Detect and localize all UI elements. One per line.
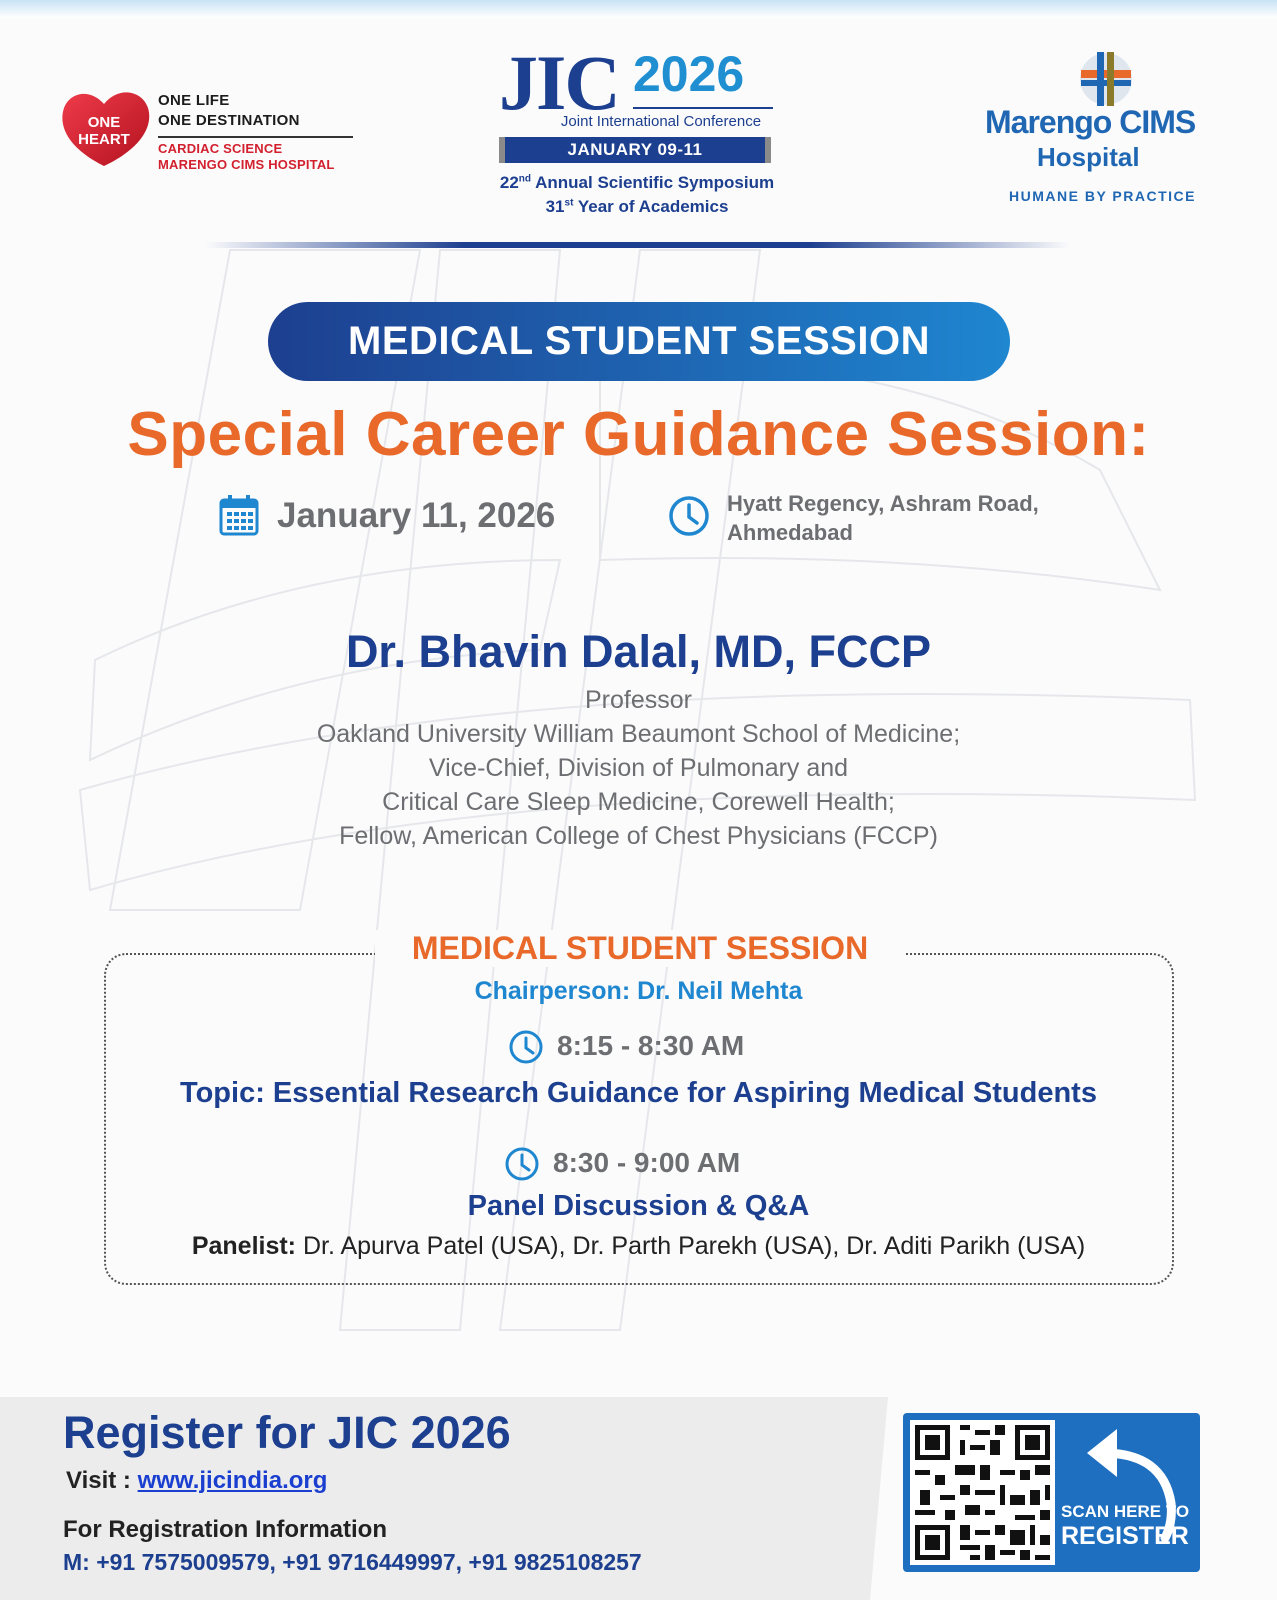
website-link[interactable]: www.jicindia.org — [137, 1467, 328, 1494]
visit-line — [66, 1467, 327, 1495]
slot-1-topic: Topic: Essential Research Guidance for Aspiring Medical Students — [180, 1077, 1097, 1109]
session-title: MEDICAL STUDENT SESSION — [375, 930, 905, 967]
hospital-word: Hospital — [1037, 142, 1140, 172]
clock-icon — [508, 1029, 544, 1065]
jic-dates: JANUARY 09-11 — [499, 137, 771, 163]
event-date: January 11, 2026 — [277, 496, 556, 535]
chairperson: Chairperson: Dr. Neil Mehta — [474, 977, 803, 1005]
speaker-name: Dr. Bhavin Dalal, MD, FCCP — [345, 626, 932, 677]
speaker-bio-line: Professor — [585, 686, 692, 714]
slot-2-title: Panel Discussion & Q&A — [467, 1190, 810, 1222]
qr-code[interactable] — [910, 1420, 1055, 1565]
heart-line-2: HEART — [78, 131, 130, 148]
jic-year: 2026 — [633, 46, 745, 102]
headline: Special Career Guidance Session: — [127, 400, 1150, 469]
qr-register-card[interactable] — [903, 1413, 1200, 1572]
marengo-cross-icon — [1075, 48, 1137, 110]
dept-line-2: MARENGO CIMS HOSPITAL — [158, 157, 335, 172]
scan-line-1: SCAN HERE TO — [1061, 1502, 1190, 1521]
clock-icon — [504, 1146, 540, 1182]
session-banner: MEDICAL STUDENT SESSION — [268, 302, 1010, 381]
venue-line-1: Hyatt Regency, Ashram Road, — [727, 491, 1039, 516]
tagline-2: ONE DESTINATION — [158, 112, 300, 129]
phone-numbers: M: +91 7575009579, +91 9716449997, +91 9825108257 — [63, 1549, 642, 1575]
slot-1-time: 8:15 - 8:30 AM — [557, 1030, 745, 1061]
visit-label: Visit : — [66, 1467, 131, 1494]
jic-rule — [633, 107, 773, 109]
marengo-word: Marengo — [985, 104, 1112, 140]
dept-line-1: CARDIAC SCIENCE — [158, 141, 283, 156]
marengo-name — [985, 104, 1195, 141]
slot-2-time: 8:30 - 9:00 AM — [553, 1147, 741, 1178]
calendar-icon — [219, 494, 259, 536]
marengo-tagline — [1009, 188, 1196, 204]
registration-info-label: For Registration Information — [63, 1516, 387, 1543]
speaker-bio-line: Oakland University William Beaumont School of Medicine; — [316, 720, 961, 748]
marengo-logo — [985, 48, 1225, 218]
qr-code-image — [910, 1420, 1055, 1565]
tagline-by-practice: BY PRACTICE — [1084, 188, 1196, 204]
scan-line-2: REGISTER — [1061, 1522, 1189, 1550]
symposium-number: 22 — [499, 173, 519, 192]
panelists — [0, 1232, 1277, 1261]
jic-wordmark: JIC — [499, 39, 619, 126]
panelist-label: Panelist: — [191, 1232, 297, 1260]
logo-rule — [158, 136, 353, 138]
speaker-bio-line: Vice-Chief, Division of Pulmonary and — [428, 754, 849, 782]
academics-line — [495, 197, 779, 217]
jic-logo — [495, 40, 785, 230]
jic-subtitle: Joint International Conference — [560, 113, 762, 130]
venue-line-2: Ahmedabad — [727, 520, 853, 545]
academics-text: Year of Academics — [577, 197, 729, 216]
speaker-bio-line: Critical Care Sleep Medicine, Corewell Health; — [382, 788, 895, 816]
tagline-humane: HUMANE — [1009, 188, 1080, 204]
header-divider — [205, 242, 1070, 248]
cims-word: CIMS — [1119, 104, 1196, 140]
clock-icon — [668, 495, 710, 537]
academics-number: 31 — [545, 197, 565, 216]
tagline-1: ONE LIFE — [158, 92, 230, 109]
academics-suffix: st — [564, 197, 574, 209]
top-strip — [0, 0, 1277, 18]
symposium-text: Annual Scientific Symposium — [535, 173, 775, 192]
symposium-suffix: nd — [518, 173, 532, 185]
symposium-line — [495, 173, 779, 193]
speaker-bio-line: Fellow, American College of Chest Physicians (FCCP) — [339, 822, 938, 850]
heart-line-1: ONE — [87, 114, 121, 131]
panelist-names: Dr. Apurva Patel (USA), Dr. Parth Parekh (USA), Dr. Aditi Parikh (USA) — [302, 1232, 1086, 1260]
register-title: Register for JIC 2026 — [63, 1407, 511, 1458]
one-heart-logo — [58, 84, 358, 174]
heart-label — [64, 114, 144, 148]
